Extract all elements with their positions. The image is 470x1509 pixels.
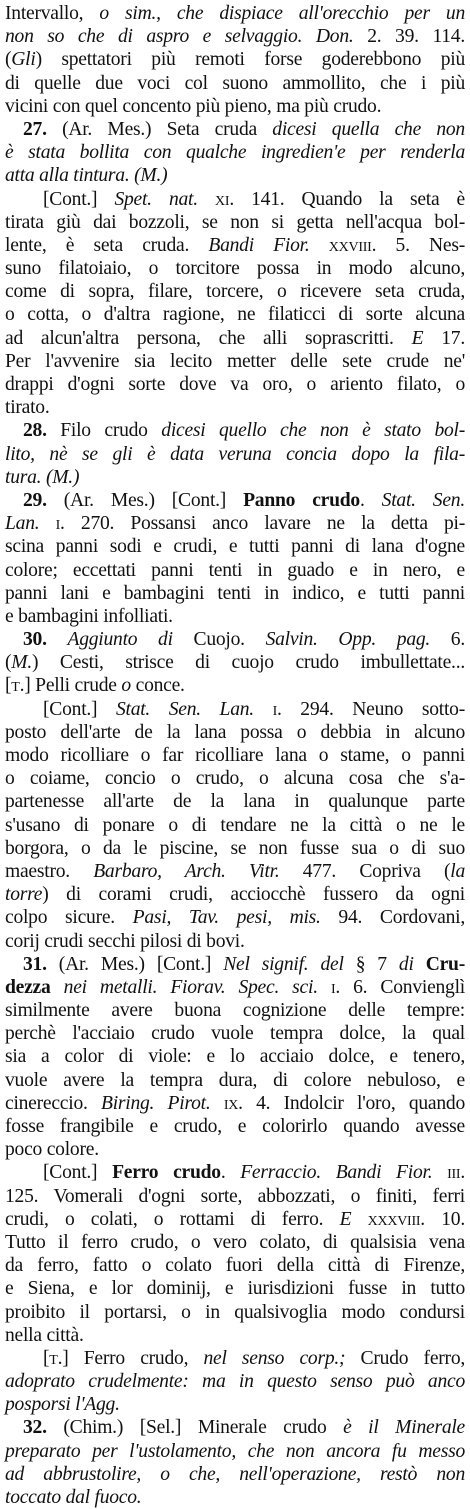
text-segment: Lan. <box>5 513 56 535</box>
text-line <box>5 512 465 535</box>
text-line <box>5 1324 465 1347</box>
text-segment: s'usano di ponare o di tendare ne la città o ne le <box>5 814 465 836</box>
text-segment: . <box>19 675 25 697</box>
text-segment: vicini con quel concento più pieno, ma più crudo. <box>5 95 382 117</box>
text-segment: dicesi quello che non è stato bol- <box>161 420 466 442</box>
text-segment: 27. <box>23 118 47 140</box>
text-segment: Gli <box>11 49 36 71</box>
text-segment: ( <box>5 652 12 674</box>
text-line <box>5 999 465 1022</box>
text-segment: cinereccio. <box>5 1092 101 1114</box>
text-segment: [Cont.] <box>43 698 116 720</box>
text-segment: [ <box>43 1347 50 1369</box>
text-segment: Nel signif. del <box>223 953 344 975</box>
text-line <box>5 443 465 466</box>
text-line <box>5 396 465 419</box>
text-segment: ) spettatori più remoti forse goderebbono più <box>35 49 465 71</box>
text-segment: crudi, o colati, o rottami di ferro. <box>5 1208 340 1230</box>
text-segment <box>47 629 68 650</box>
text-line <box>5 1440 465 1463</box>
text-line <box>5 790 465 813</box>
text-segment: ) Cesti, strisce di cuojo crudo imbullettate... <box>32 652 465 674</box>
text-line <box>5 814 465 837</box>
text-segment: [ <box>5 675 12 697</box>
text-line <box>5 906 465 929</box>
text-segment: preparato per l'ustolamento, che non ancora fu messo <box>5 1440 465 1462</box>
text-segment: i <box>330 976 336 998</box>
text-segment: dicesi quella che non <box>272 118 465 140</box>
text-segment: scina panni sodi e crudi, e tutti panni di lana d'ogne <box>5 536 465 558</box>
text-line <box>5 559 465 582</box>
text-line <box>5 605 465 628</box>
text-segment: Per l'avvenire sia lecito metter delle sete crude ne' <box>5 350 465 372</box>
text-segment: . 294. Neuno sotto- <box>277 698 465 720</box>
text-segment: (Ar. Mes.) [Cont.] <box>46 489 244 511</box>
text-line <box>5 350 465 373</box>
text-segment: E <box>339 1208 352 1230</box>
text-segment: (Chim.) [Sel.] Minerale crudo <box>46 1417 344 1439</box>
text-line <box>5 1486 465 1509</box>
text-segment: posporsi l'Agg. <box>5 1394 120 1416</box>
text-segment: t <box>49 1347 58 1369</box>
text-segment: posto dell'arte de la lana possa o debbia in alcuno <box>5 721 465 743</box>
text-segment: ] Pelli crude <box>24 675 122 697</box>
text-line <box>5 141 465 164</box>
text-segment: nel senso corp.; <box>203 1347 346 1369</box>
text-segment: 29. <box>23 489 47 511</box>
text-segment: Don. <box>315 26 368 48</box>
text-segment: 17. <box>423 327 465 349</box>
text-segment: (Ar. Mes.) Seta cruda <box>46 118 273 140</box>
text-segment: . <box>57 1347 63 1369</box>
text-segment: atta alla tintura. (M.) <box>5 165 168 187</box>
text-segment: sia a color di viole: e lo acciaio dolce, e tenero, <box>5 1046 465 1068</box>
text-segment: conce. <box>130 675 185 697</box>
text-segment: . 5. Nes- <box>371 234 465 256</box>
text-line <box>5 2 465 25</box>
text-segment: nei metalli. Fiorav. Spec. sci. <box>50 976 331 998</box>
text-line <box>5 257 465 280</box>
text-segment: da ferro, fatto o colato fuori della città di Firenze, <box>5 1255 465 1277</box>
text-segment: corij crudi secchi pilosi di bovi. <box>5 930 245 952</box>
text-segment: Stat. Sen. Lan. <box>115 698 273 720</box>
text-segment: ix <box>223 1092 239 1114</box>
text-segment: o cotta, o d'altra ragione, ne filaticci di sorte alcuna <box>5 304 465 326</box>
text-segment: toccato dal fuoco. <box>5 1487 142 1508</box>
text-line <box>5 1069 465 1092</box>
text-line <box>5 976 465 999</box>
text-line <box>5 1301 465 1324</box>
text-line <box>5 953 465 976</box>
text-line <box>5 744 465 767</box>
text-line <box>5 280 465 303</box>
text-segment: torre <box>5 884 43 906</box>
text-segment: Panno crudo <box>243 489 360 511</box>
text-segment: . <box>220 1162 241 1184</box>
text-segment: 28. <box>23 420 47 442</box>
text-line <box>5 582 465 605</box>
text-segment: iii <box>447 1162 461 1184</box>
text-segment: t <box>11 675 20 697</box>
text-segment: è stata bollita con qualche ingredien'e per renderla <box>5 142 465 164</box>
text-segment: 32. <box>23 1417 47 1439</box>
text-segment: 2. 39. 114. <box>367 26 466 48</box>
text-segment: come di sopra, filare, torcere, o ricevere seta cruda, <box>5 281 465 303</box>
text-segment: Aggiunto di <box>67 629 173 651</box>
text-segment: . <box>359 489 382 511</box>
text-segment: E <box>411 327 424 349</box>
text-segment: Bandi Fior. <box>208 234 329 256</box>
text-segment: . 4. Indolcir l'oro, quando <box>238 1092 466 1114</box>
text-segment: xxxviii <box>367 1208 421 1230</box>
text-segment: dezza <box>5 976 51 998</box>
text-segment: 477. Copriva ( <box>279 860 451 882</box>
text-segment: . 10. <box>420 1208 465 1230</box>
text-line <box>5 883 465 906</box>
text-segment: i <box>272 698 278 720</box>
text-segment: modo ricolliare o far ricolliare lana o stame, o panni <box>5 745 465 766</box>
text-line <box>5 303 465 326</box>
text-segment: M. <box>11 652 33 674</box>
text-segment: 6. <box>430 629 465 651</box>
text-segment: non so che di aspro e selvaggio. <box>5 26 316 48</box>
text-line <box>5 1045 465 1068</box>
text-line <box>5 327 465 350</box>
text-segment: Cuojo. <box>172 629 266 651</box>
text-line <box>5 466 465 489</box>
text-line <box>5 535 465 558</box>
text-segment: xi <box>215 188 230 210</box>
text-segment: Ferro crudo <box>112 1162 221 1184</box>
text-segment: Biring. Pirot. <box>100 1092 211 1114</box>
text-line <box>5 860 465 883</box>
text-segment: tura. (M.) <box>5 466 80 488</box>
text-line <box>5 1022 465 1045</box>
text-segment: nella città. <box>5 1324 84 1346</box>
text-segment: di quelle due voci col suono ammollito, che i più <box>5 72 465 94</box>
text-segment: Intervallo, <box>5 3 100 24</box>
text-segment: i <box>55 513 61 535</box>
text-segment: . 6. Convienglì <box>335 976 465 998</box>
text-segment: . 141. Quando la seta è <box>229 188 465 210</box>
text-line <box>5 1138 465 1161</box>
text-segment <box>432 1162 447 1183</box>
text-segment: o <box>121 675 131 697</box>
text-segment: § 7 <box>343 953 399 975</box>
text-line <box>5 1277 465 1300</box>
text-line <box>5 698 465 721</box>
text-segment: 30. <box>23 629 47 651</box>
text-segment: la <box>450 860 465 882</box>
text-segment: xxviii <box>328 234 372 256</box>
text-segment: tirata giù dai bozzoli, se non si getta nell'acqua bol- <box>5 211 465 233</box>
text-segment: colpo sicure. <box>5 907 133 929</box>
text-segment: e bambagini infolliati. <box>5 605 173 627</box>
text-segment: poco colore. <box>5 1139 99 1161</box>
text-segment: ad alcun'altra persona, che alli soprascritti. <box>5 327 412 349</box>
text-segment <box>351 1209 367 1230</box>
text-segment: e Siena, e lor dominij, e iurisdizioni fusse in tutto <box>5 1278 465 1300</box>
text-segment: similmente avere buona cognizione delle tempre: <box>5 1000 465 1022</box>
text-line <box>5 1347 465 1370</box>
text-segment <box>211 1093 224 1114</box>
text-segment: o coiame, concio o crudo, o alcuna cosa che s'a- <box>5 768 465 790</box>
text-line <box>5 1185 465 1208</box>
text-segment: Stat. Sen. <box>381 489 466 511</box>
text-segment: drappi d'ogni sorte dove va oro, o ariento filato, o <box>5 374 465 395</box>
text-line <box>5 118 465 141</box>
text-line <box>5 1254 465 1277</box>
text-line <box>5 1416 465 1439</box>
text-line <box>5 211 465 234</box>
text-segment: Crudo ferro, <box>345 1347 466 1369</box>
text-segment: Cru- <box>413 953 465 975</box>
text-segment: ad abbrustolire, o che, nell'operazione, restò non <box>5 1463 465 1485</box>
text-segment: partenesse all'arte de la lana in qualunque parte <box>5 791 465 813</box>
text-line <box>5 419 465 442</box>
text-segment: . <box>460 1162 466 1184</box>
text-segment: lente, è seta cruda. <box>5 234 209 256</box>
text-line <box>5 837 465 860</box>
text-line <box>5 1161 465 1184</box>
text-segment: è il Minerale <box>343 1417 466 1439</box>
text-segment: panni lani e bambagini tenti in indico, e tutti panni <box>5 582 465 604</box>
text-line <box>5 1092 465 1115</box>
text-segment: lito, nè se gli è data veruna concia dopo la fila- <box>5 443 465 465</box>
text-segment: Filo crudo <box>46 420 162 442</box>
text-segment: Ferraccio. Bandi Fior. <box>240 1162 433 1184</box>
text-segment: Spet. nat. <box>114 188 216 210</box>
text-line <box>5 721 465 744</box>
text-line <box>5 767 465 790</box>
text-line <box>5 25 465 48</box>
text-segment: borgora, o da le piscine, se non fusse sua o di suo <box>5 837 465 859</box>
text-line <box>5 95 465 118</box>
text-segment: o sim., che dispiace all'orecchio per un <box>99 3 465 24</box>
text-segment: Barbaro, Arch. Vitr. <box>93 860 280 882</box>
text-segment: perchè l'acciaio crudo vuole tempra dolce, la qual <box>5 1023 465 1045</box>
text-segment: maestro. <box>5 860 94 882</box>
text-line <box>5 164 465 187</box>
text-segment: proibito il portarsi, o in qualsivoglia modo condursi <box>5 1301 465 1323</box>
text-segment: Salvin. Opp. pag. <box>265 629 431 651</box>
text-line <box>5 1208 465 1231</box>
text-segment: tirato. <box>5 397 50 419</box>
text-segment: vuole avere la tempra dura, di colore nebuloso, e <box>5 1069 465 1091</box>
text-line <box>5 1370 465 1393</box>
text-segment: fosse frangibile e crudo, e colorirlo quando avesse <box>5 1116 465 1137</box>
text-line <box>5 930 465 953</box>
text-segment: 125. Vomerali d'ogni sorte, abbozzati, o finiti, ferri <box>5 1185 465 1207</box>
text-line <box>5 628 465 651</box>
text-line <box>5 188 465 211</box>
text-line <box>5 651 465 674</box>
text-segment: ( <box>5 49 12 71</box>
text-segment: 94. Cordovani, <box>320 907 466 929</box>
text-line <box>5 1463 465 1486</box>
text-line <box>5 674 465 697</box>
text-line <box>5 72 465 95</box>
text-segment: Pasi, Tav. pesi, mis. <box>132 907 321 929</box>
text-segment: Tutto il ferro crudo, o vero colato, di qualsisia vena <box>5 1231 465 1253</box>
text-segment: ] Ferro crudo, <box>62 1347 204 1369</box>
text-segment: colore; eccettati panni tenti in guado e in nero, e <box>5 559 465 581</box>
text-segment: (Ar. Mes.) [Cont.] <box>46 953 224 975</box>
text-segment: [Cont.] <box>43 188 115 210</box>
text-segment: di <box>398 953 414 975</box>
text-line <box>5 234 465 257</box>
text-line <box>5 1231 465 1254</box>
text-segment: ) di corami crudi, acciocchè fussero da ogni <box>42 884 465 906</box>
text-line <box>5 48 465 71</box>
text-line <box>5 1393 465 1416</box>
text-segment: adoprato crudelmente: ma in questo senso può anco <box>5 1371 465 1393</box>
text-segment: 31. <box>23 953 47 975</box>
text-segment: . 270. Possansi anco lavare ne la detta pi- <box>60 513 465 535</box>
text-line <box>5 373 465 396</box>
text-segment: suno filatoiaio, o torcitore possa in modo alcuno, <box>5 258 465 280</box>
text-segment: [Cont.] <box>43 1162 113 1184</box>
text-line <box>5 489 465 512</box>
text-line <box>5 1115 465 1138</box>
